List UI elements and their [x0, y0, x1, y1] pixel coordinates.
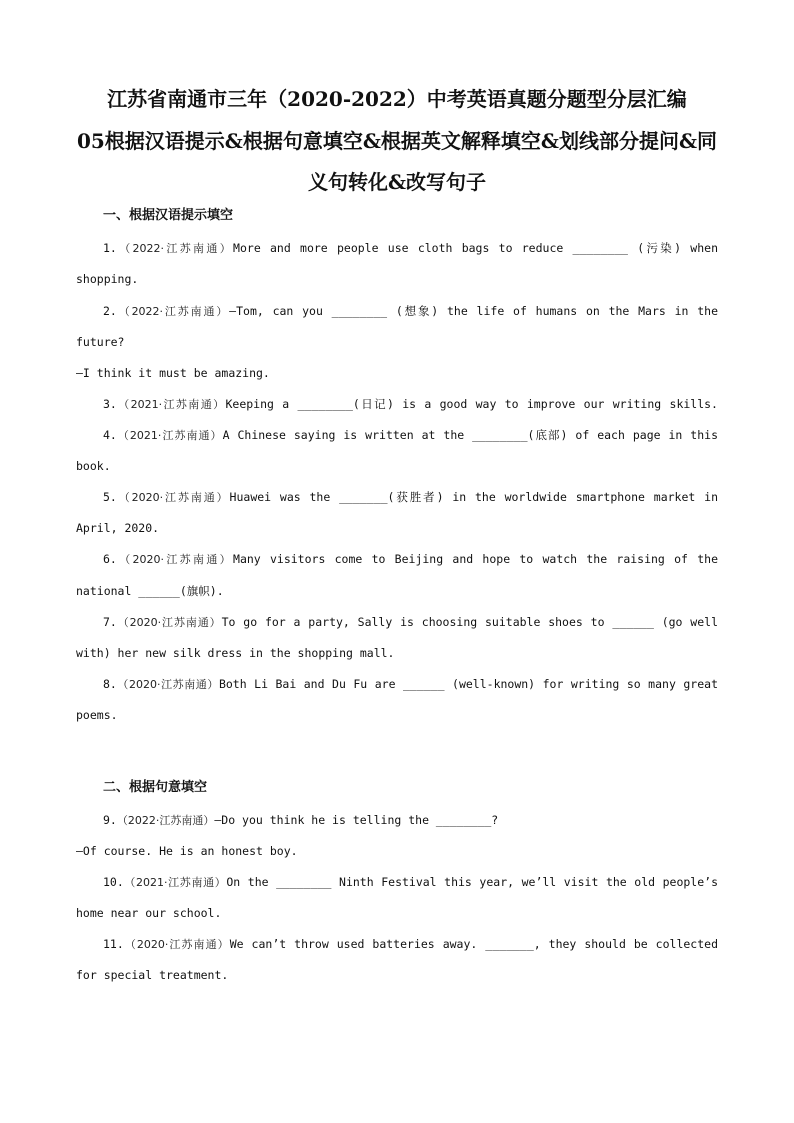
- question-text: —Do you think he is telling the ________?: [214, 813, 499, 827]
- question-number: 2.: [103, 304, 117, 318]
- question-text: Many visitors come to Beijing and hope to watch the raising of the: [233, 552, 718, 566]
- question-source: （2020·江苏南通）: [116, 553, 234, 566]
- question-11: [103, 935, 718, 954]
- question-10: [103, 873, 718, 892]
- question-11-continued: for special treatment.: [76, 968, 229, 982]
- question-4-continued: book.: [76, 459, 111, 473]
- question-10-continued: home near our school.: [76, 906, 222, 920]
- question-1-continued: shopping.: [76, 272, 139, 286]
- question-text: A Chinese saying is written at the ________(底部) of each page in this: [222, 428, 718, 442]
- question-text: More and more people use cloth bags to reduce ________ (污染) when: [233, 241, 719, 255]
- document-title-line-3: 义句转化&改写句子: [307, 170, 487, 194]
- question-source: （2020·江苏南通）: [116, 491, 230, 504]
- question-text: Both Li Bai and Du Fu are ______ (well-known) for writing so many great: [218, 677, 718, 691]
- question-number: 8.: [103, 677, 117, 691]
- section-heading-1: 一、根据汉语提示填空: [103, 208, 234, 223]
- question-8: [103, 675, 718, 694]
- document-title-line-2: 05根据汉语提示&根据句意填空&根据英文解释填空&划线部分提问&同: [76, 129, 718, 153]
- question-text: On the ________ Ninth Festival this year, we’ll visit the old people’s: [226, 875, 718, 889]
- question-4: [103, 426, 718, 445]
- question-text: To go for a party, Sally is choosing suitable shoes to ______ (go well: [221, 615, 718, 629]
- question-7: [103, 613, 718, 632]
- question-source: （2020·江苏南通）: [116, 616, 222, 629]
- question-text: Huawei was the _______(获胜者) in the worldwide smartphone market in: [229, 490, 718, 504]
- question-3: [103, 395, 718, 414]
- question-6: [103, 550, 718, 569]
- question-number: 9.: [103, 813, 117, 827]
- question-number: 10.: [103, 875, 124, 889]
- question-1: [103, 239, 718, 258]
- question-number: 7.: [103, 615, 117, 629]
- question-source: （2022·江苏南通）: [116, 814, 215, 827]
- question-text: —Tom, can you ________ (想象) the life of humans on the Mars in the: [229, 304, 718, 318]
- question-7-continued: with) her new silk dress in the shopping mall.: [76, 646, 395, 660]
- question-5-continued: April, 2020.: [76, 521, 160, 535]
- question-5: [103, 488, 718, 507]
- question-source: （2020·江苏南通）: [123, 938, 230, 951]
- section-heading-2: 二、根据句意填空: [103, 780, 208, 795]
- question-2-reply: —I think it must be amazing.: [76, 366, 270, 380]
- question-source: （2021·江苏南通）: [116, 398, 226, 411]
- question-6-continued: national ______(旗帜).: [76, 584, 224, 598]
- question-9: [103, 811, 718, 830]
- document-title-line-1: 江苏省南通市三年（2020-2022）中考英语真题分题型分层汇编: [107, 87, 687, 111]
- question-source: （2021·江苏南通）: [123, 876, 227, 889]
- question-text: We can’t throw used batteries away. _______, they should be collected: [229, 937, 718, 951]
- question-2-continued: future?: [76, 335, 125, 349]
- question-number: 3.: [103, 397, 117, 411]
- question-number: 4.: [103, 428, 117, 442]
- question-number: 6.: [103, 552, 117, 566]
- question-8-continued: poems.: [76, 708, 118, 722]
- question-text: Keeping a ________(日记) is a good way to improve our writing skills.: [225, 397, 718, 411]
- question-number: 1.: [103, 241, 117, 255]
- question-number: 5.: [103, 490, 117, 504]
- question-source: （2022·江苏南通）: [116, 242, 234, 255]
- question-2: [103, 302, 718, 321]
- question-source: （2021·江苏南通）: [116, 429, 223, 442]
- question-source: （2022·江苏南通）: [116, 305, 230, 318]
- question-9-reply: —Of course. He is an honest boy.: [76, 844, 298, 858]
- question-source: （2020·江苏南通）: [116, 678, 219, 691]
- question-number: 11.: [103, 937, 124, 951]
